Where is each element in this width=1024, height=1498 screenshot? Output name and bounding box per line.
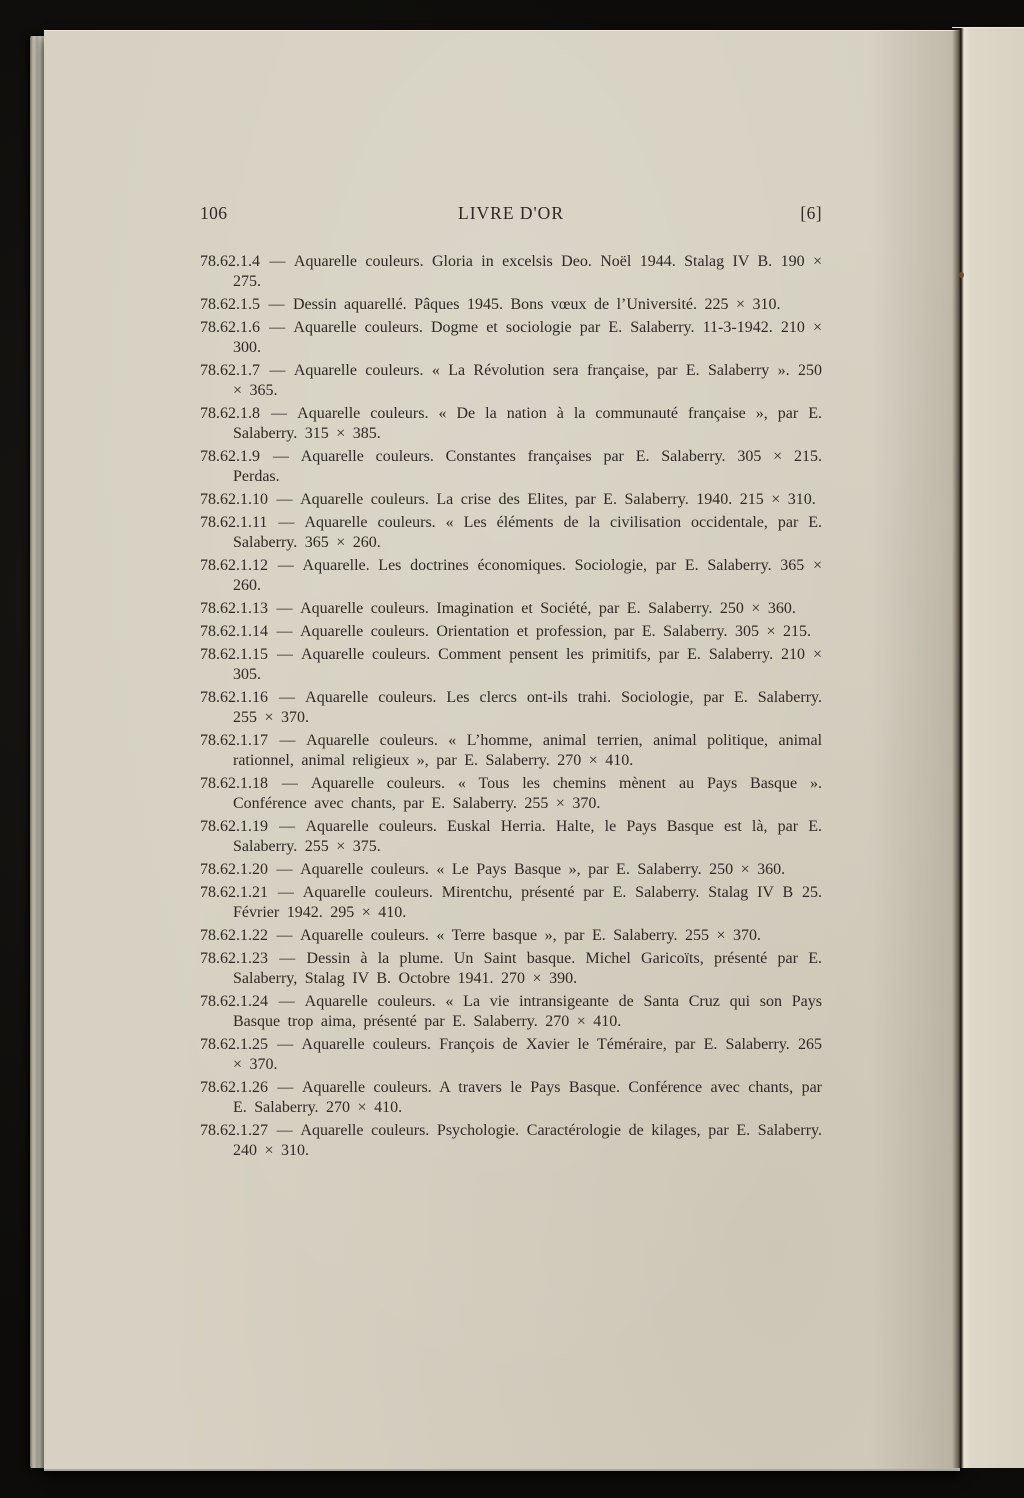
entry-dash: — [276,646,293,663]
entry-text: Aquarelle couleurs. « Terre basque », par E. Salaberry. 255 × 370. [300,927,762,944]
entry-dash: — [269,253,286,270]
catalog-entry [200,926,822,946]
entry-id: 78.62.1.5 [200,296,260,313]
catalog-entry [200,688,822,728]
catalog-entry [200,556,822,596]
entry-id: 78.62.1.7 [200,362,260,379]
catalog-entry [200,645,822,685]
entry-id: 78.62.1.20 [200,861,268,878]
catalog-entry [200,949,822,989]
catalog-entry [200,860,822,880]
entry-id: 78.62.1.18 [200,775,268,792]
entry-dash: — [278,514,295,531]
entry-text: Aquarelle couleurs. « La Révolution sera française, par E. Salaberry ». 250 × 365. [233,362,823,399]
entry-text: Aquarelle couleurs. Constantes françaises par E. Salaberry. 305 × 215. Perdas. [233,448,823,485]
catalog-entry [200,817,822,857]
catalog-entry [200,404,822,444]
entry-text: Aquarelle couleurs. A travers le Pays Basque. Conférence avec chants, par E. Salaberry. 270 × 410. [233,1079,822,1116]
entry-id: 78.62.1.23 [200,950,268,967]
entry-list [200,252,822,1161]
entry-text: Aquarelle couleurs. Euskal Herria. Halte, le Pays Basque est là, par E. Salaberry. 255 × 375. [233,818,823,855]
entry-id: 78.62.1.10 [200,491,268,508]
entry-text: Aquarelle couleurs. Dogme et sociologie par E. Salaberry. 11-3-1942. 210 × 300. [233,319,823,356]
entry-dash: — [269,362,286,379]
entry-id: 78.62.1.21 [200,884,268,901]
entry-dash: — [271,405,288,422]
entry-dash: — [279,818,296,835]
entry-id: 78.62.1.9 [200,448,260,465]
entry-dash: — [276,861,293,878]
entry-text: Aquarelle couleurs. Gloria in excelsis Deo. Noël 1944. Stalag IV B. 190 × 275. [233,253,822,290]
entry-id: 78.62.1.6 [200,319,260,336]
entry-dash: — [279,950,296,967]
entry-dash: — [278,993,295,1010]
catalog-entry [200,774,822,814]
entry-text: Aquarelle couleurs. Orientation et profession, par E. Salaberry. 305 × 215. [300,623,811,640]
entry-id: 78.62.1.14 [200,623,268,640]
catalog-entry [200,992,822,1032]
catalog-entry [200,513,822,553]
entry-text: Aquarelle couleurs. « De la nation à la communauté française », par E. Salaberry. 315 × 385. [233,405,823,442]
catalog-entry [200,599,822,619]
entry-id: 78.62.1.17 [200,732,268,749]
catalog-entry [200,1078,822,1118]
entry-id: 78.62.1.15 [200,646,268,663]
book-page [44,30,960,1469]
entry-id: 78.62.1.11 [200,514,268,531]
entry-text: Aquarelle. Les doctrines économiques. Sociologie, par E. Salaberry. 365 × 260. [233,557,823,594]
entry-dash: — [277,884,294,901]
entry-text: Aquarelle couleurs. François de Xavier le Téméraire, par E. Salaberry. 265 × 370. [233,1036,823,1073]
entry-dash: — [281,775,298,792]
entry-id: 78.62.1.4 [200,253,260,270]
facing-page-sliver [952,27,1024,1468]
entry-id: 78.62.1.25 [200,1036,268,1053]
printed-content [200,203,822,1164]
entry-dash: — [279,689,296,706]
catalog-entry [200,1035,822,1075]
entry-id: 78.62.1.27 [200,1122,268,1139]
entry-dash: — [276,623,293,640]
entry-dash: — [276,600,293,617]
entry-text: Aquarelle couleurs. « L’homme, animal terrien, animal politique, animal rationnel, animal religieux », par E. Salaberry. 270 × 410. [233,732,823,769]
entry-dash: — [277,1079,294,1096]
entry-text: Aquarelle couleurs. « Le Pays Basque », par E. Salaberry. 250 × 360. [300,861,786,878]
entry-dash: — [276,927,293,944]
entry-dash: — [277,1036,294,1053]
entry-id: 78.62.1.19 [200,818,268,835]
entry-dash: — [276,1122,293,1139]
entry-dash: — [277,557,294,574]
catalog-entry [200,318,822,358]
entry-id: 78.62.1.12 [200,557,268,574]
catalog-entry [200,295,822,315]
page-number: 106 [200,203,228,223]
entry-text: Dessin à la plume. Un Saint basque. Michel Garicoïts, présenté par E. Salaberry, Stalag IV B. Octobre 1941. 270 × 390. [233,950,822,987]
entry-dash: — [276,491,293,508]
entry-id: 78.62.1.24 [200,993,268,1010]
catalog-entry [200,447,822,487]
bracket-folio: [6] [800,203,822,223]
catalog-entry [200,731,822,771]
entry-text: Aquarelle couleurs. « La vie intransigeante de Santa Cruz qui son Pays Basque trop aima, présenté par E. Salaberry. 270 × 410. [233,993,823,1030]
entry-id: 78.62.1.16 [200,689,268,706]
entry-text: Aquarelle couleurs. Imagination et Société, par E. Salaberry. 250 × 360. [300,600,796,617]
catalog-entry [200,622,822,642]
catalog-entry [200,883,822,923]
entry-dash: — [268,296,285,313]
paper-speck [959,272,964,278]
entry-id: 78.62.1.8 [200,405,260,422]
entry-text: Dessin aquarellé. Pâques 1945. Bons vœux de l’Université. 225 × 310. [293,296,781,313]
catalog-entry [200,361,822,401]
entry-text: Aquarelle couleurs. « Tous les chemins mènent au Pays Basque ». Conférence avec chants, par E. Salaberry. 255 × 370. [233,775,822,812]
entry-text: Aquarelle couleurs. Psychologie. Caractérologie de kilages, par E. Salaberry. 240 × 310. [233,1122,823,1159]
entry-id: 78.62.1.26 [200,1079,268,1096]
entry-text: Aquarelle couleurs. La crise des Elites, par E. Salaberry. 1940. 215 × 310. [300,491,816,508]
running-title: LIVRE D'OR [458,203,564,223]
entry-dash: — [279,732,296,749]
catalog-entry [200,1121,822,1161]
entry-text: Aquarelle couleurs. Mirentchu, présenté par E. Salaberry. Stalag IV B 25. Février 1942. 295 × 410. [233,884,822,921]
entry-dash: — [269,319,286,336]
entry-dash: — [272,448,289,465]
entry-id: 78.62.1.22 [200,927,268,944]
entry-text: Aquarelle couleurs. Comment pensent les primitifs, par E. Salaberry. 210 × 305. [233,646,823,683]
entry-id: 78.62.1.13 [200,600,268,617]
page-header [200,203,822,224]
catalog-entry [200,490,822,510]
entry-text: Aquarelle couleurs. Les clercs ont-ils trahi. Sociologie, par E. Salaberry. 255 × 370. [233,689,822,726]
entry-text: Aquarelle couleurs. « Les éléments de la civilisation occidentale, par E. Salaberry. 365 × 260. [233,514,823,551]
catalog-entry [200,252,822,292]
